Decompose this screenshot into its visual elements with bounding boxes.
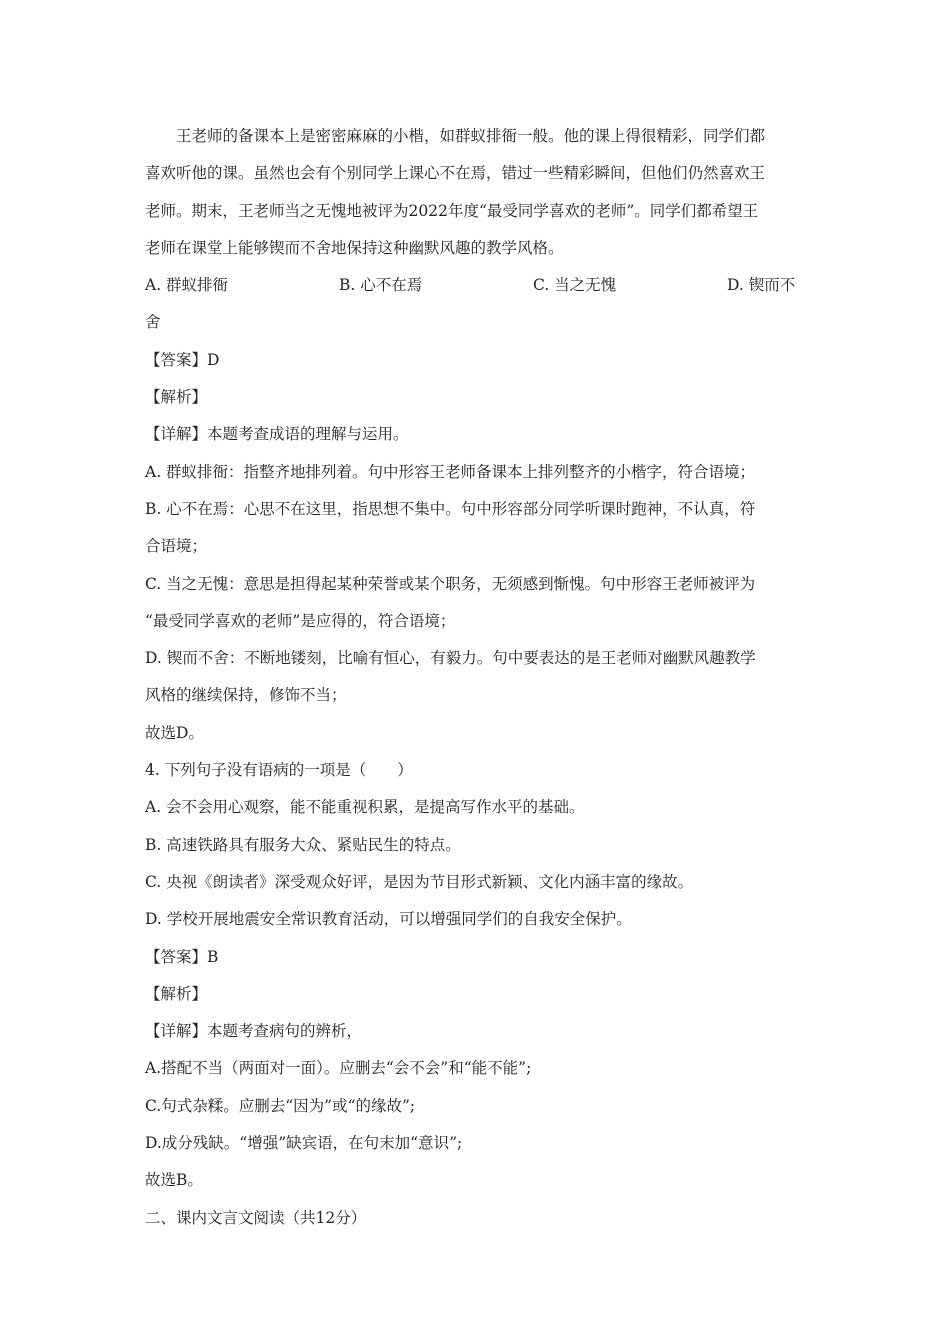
section-heading: 二、课内文言文阅读（共12分） [145,1208,367,1227]
q4-option-d: D. 学校开展地震安全常识教育活动，可以增强同学们的自我安全保护。 [145,910,632,929]
q3-option-b: B. 心不在焉 [339,276,423,295]
q3-option-a: A. 群蚁排衙 [145,276,229,295]
document-page [145,118,810,1237]
q4-option-a: A. 会不会用心观察，能不能重视积累，是提高写作水平的基础。 [145,798,585,817]
q4-answer: 【答案】B [145,947,219,966]
q4-detail-line: 故选B。 [145,1171,203,1190]
q4-option-b: B. 高速铁路具有服务大众、紧贴民生的特点。 [145,835,461,854]
q3-option-wrap: 舍 [145,313,161,332]
q3-detail-line: 风格的继续保持，修饰不当； [145,686,347,705]
q3-option-c: C. 当之无愧 [533,276,617,295]
q4-detail-line: A.搭配不当（两面对一面）。应删去“会不会”和“能不能”; [145,1059,532,1078]
q4-question: 4. 下列句子没有语病的一项是（ ） [145,761,413,780]
q3-passage-line-4: 老师在课堂上能够锲而不舍地保持这种幽默风趣的教学风格。 [145,238,564,257]
q4-option-c: C. 央视《朗读者》深受观众好评，是因为节目形式新颖、文化内涵丰富的缘故。 [145,872,694,891]
q3-detail-line: D. 锲而不舍：不断地镂刻，比喻有恒心，有毅力。句中要表达的是王老师对幽默风趣教学 [145,649,756,668]
q3-detail-line: “最受同学喜欢的老师”是应得的，符合语境； [145,611,456,630]
q4-detail-line: 【详解】本题考查病句的辨析， [145,1022,363,1041]
q4-detail-line: D.成分残缺。“增强”缺宾语，在句末加“意识”; [145,1134,463,1153]
q3-answer: 【答案】D [145,350,220,369]
q3-passage-line-2: 喜欢听他的课。虽然也会有个别同学上课心不在焉，错过一些精彩瞬间，但他们仍然喜欢王 [145,164,766,183]
q3-detail-line: A. 群蚁排衙：指整齐地排列着。句中形容王老师备课本上排列整齐的小楷字，符合语境； [145,462,756,481]
q3-options [145,267,810,304]
q3-detail-line: 合语境； [145,537,208,556]
q3-detail-line: B. 心不在焉：心思不在这里，指思想不集中。句中形容部分同学听课时跑神，不认真，符 [145,499,756,518]
q3-detail-line: C. 当之无愧：意思是担得起某种荣誉或某个职务，无须感到惭愧。句中形容王老师被评为 [145,574,756,593]
q3-detail-line: 故选D。 [145,723,204,742]
q4-detail-line: C.句式杂糅。应删去“因为”或“的缘故”; [145,1096,416,1115]
q3-passage-line-3: 老师。期末，王老师当之无愧地被评为2022年度“最受同学喜欢的老师”。同学们都希望王 [145,201,759,220]
q3-option-d: D. 锲而不 [727,276,796,295]
q3-detail-line: 【详解】本题考查成语的理解与运用。 [145,425,409,444]
q3-passage-line-1: 王老师的备课本上是密密麻麻的小楷，如群蚁排衙一般。他的课上得很精彩，同学们都 [176,127,766,145]
q4-analysis-label: 【解析】 [145,984,208,1003]
q3-analysis-label: 【解析】 [145,388,208,407]
